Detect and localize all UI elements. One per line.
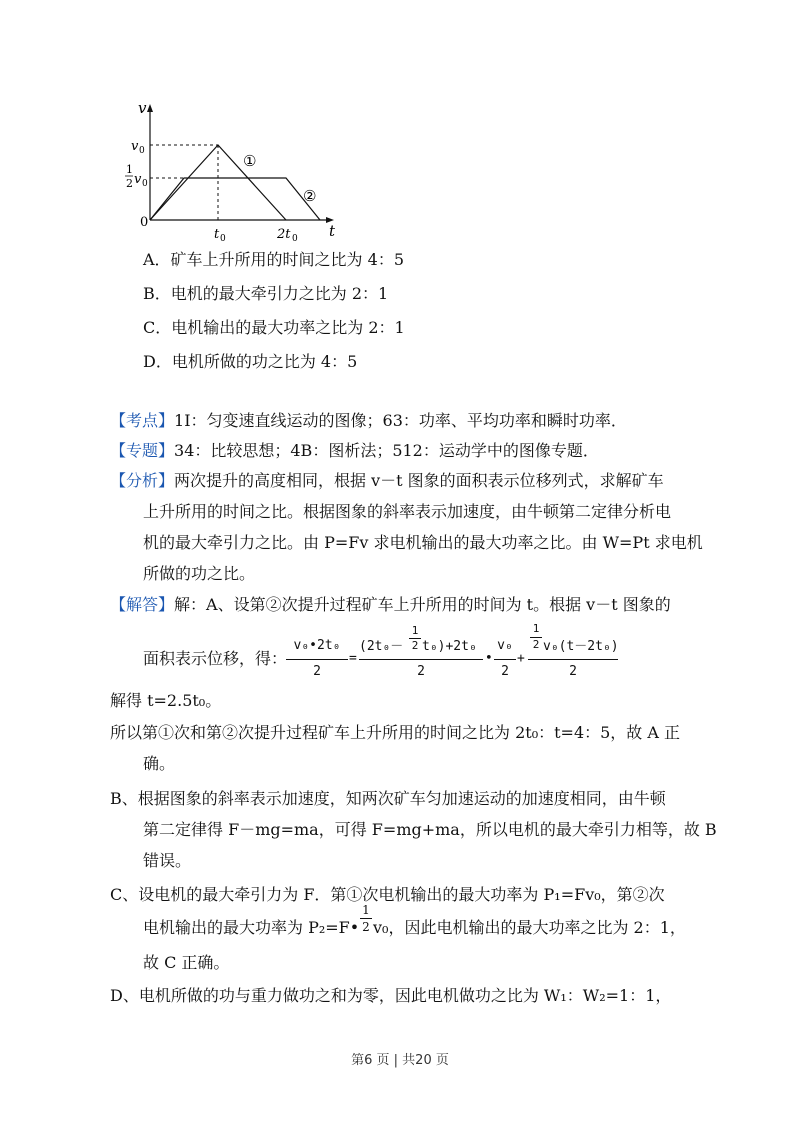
kaodian-line: [110, 410, 627, 432]
option-d: D．电机所做的功之比为 4：5: [143, 352, 358, 371]
eq-r-bar: [528, 659, 618, 660]
answer-c-line3: 故 C 正确。: [143, 953, 230, 972]
c-half-num: 1: [362, 903, 370, 917]
jieda-tag: 【解答】: [110, 595, 175, 614]
2t0-label: 2t: [277, 227, 291, 242]
answer-b-line3: 错误。: [143, 851, 192, 870]
eq-r-half-den: 2: [532, 638, 540, 651]
v0-label: v: [131, 139, 139, 154]
v0-label-sub: 0: [139, 146, 145, 156]
eq-mid-den: 2: [417, 664, 425, 679]
option-a: A．矿车上升所用的时间之比为 4：5: [143, 250, 405, 269]
t0-label: t: [214, 227, 220, 242]
eq-lhs-bar: [286, 659, 348, 660]
answer-d-line1: D、电机所做的功与重力做功之和为零，因此电机做功之比为 W₁：W₂=1：1，: [110, 986, 672, 1005]
answer-c-line1: C、设电机的最大牵引力为 F．第①次电机输出的最大功率为 P₁=Fv₀，第②次: [110, 885, 665, 904]
zhuanti-tag: 【专题】: [110, 441, 175, 460]
eq-lhs-den: 2: [313, 664, 321, 679]
zhuanti-line: [110, 440, 599, 462]
eq-mid-inner-den: 2: [411, 639, 419, 652]
half-label-num: 1: [126, 163, 133, 176]
jieda-text-1: 解：A、设第②次提升过程矿车上升所用的时间为 t。根据 v－t 图象的: [174, 595, 671, 614]
page-footer: 第6 页 | 共20 页: [351, 1053, 449, 1068]
eq-r-den: 2: [569, 664, 577, 679]
curve-2-marker: ②: [303, 187, 317, 205]
vt-graph: [125, 98, 340, 243]
eq-v0-num: v₀: [497, 638, 513, 653]
answer-c-line2b: v₀，因此电机输出的最大功率之比为 2：1，: [373, 918, 686, 937]
eq-v0-den: 2: [501, 664, 509, 679]
t-axis-label: t: [329, 222, 336, 240]
c-half-bar: [360, 918, 372, 919]
origin-label: 0: [140, 215, 149, 230]
solution-t: 解得 t=2.5t₀。: [110, 691, 222, 710]
eq-mid-inner-num: 1: [411, 624, 419, 637]
fenxi-line1: [110, 470, 664, 492]
option-c: C．电机输出的最大功率之比为 2：1: [143, 318, 405, 337]
answer-c-line2a: 电机输出的最大功率为 P₂=F•: [143, 918, 360, 937]
eq-v0-bar: [494, 659, 516, 660]
fenxi-text-1: 两次提升的高度相同，根据 v－t 图象的面积表示位移列式，求解矿车: [174, 471, 664, 490]
curve-2: [150, 178, 320, 220]
kaodian-text: 1I：匀变速直线运动的图像；63：功率、平均功率和瞬时功率．: [174, 411, 627, 430]
t0-label-sub: 0: [220, 234, 226, 243]
option-b: B．电机的最大牵引力之比为 2：1: [143, 284, 389, 303]
answer-b-line1: B、根据图象的斜率表示加速度，知两次矿车匀加速运动的加速度相同，由牛顿: [110, 789, 666, 808]
answer-a-line1: 所以第①次和第②次提升过程矿车上升所用的时间之比为 2t₀：t=4：5，故 A 正: [110, 723, 681, 742]
v-axis-arrow: [147, 104, 153, 112]
answer-a-line2: 确。: [143, 754, 176, 773]
jieda-line1: [110, 594, 671, 616]
zhuanti-text: 34：比较思想；4B：图析法；512：运动学中的图像专题．: [174, 441, 599, 460]
equation-prefix: 面积表示位移，得：: [143, 649, 288, 668]
eq-mid-bar: [359, 659, 483, 660]
fenxi-line2: 上升所用的时间之比。根据图象的斜率表示加速度，由牛顿第二定律分析电: [143, 502, 672, 521]
c-half-den: 2: [362, 920, 370, 934]
curve-1-marker: ①: [243, 152, 257, 170]
eq-equals: =: [349, 651, 357, 666]
half-label-sub: 0: [142, 179, 148, 189]
kaodian-tag: 【考点】: [110, 411, 175, 430]
eq-lhs-num: v₀•2t₀: [293, 638, 341, 653]
eq-r-num-b: v₀(t－2t₀): [543, 639, 619, 654]
eq-dot: •: [485, 651, 493, 666]
eq-plus: +: [517, 651, 525, 666]
2t0-label-sub: 0: [292, 234, 298, 243]
v-axis-label: v: [138, 99, 147, 117]
half-label-den: 2: [126, 177, 133, 190]
answer-b-line2: 第二定律得 F－mg=ma，可得 F=mg+ma，所以电机的最大牵引力相等，故 B: [143, 820, 717, 839]
eq-mid-num-b: t₀)+2t₀: [422, 639, 477, 654]
eq-mid-num-a: (2t₀－: [359, 639, 404, 654]
fenxi-tag: 【分析】: [110, 471, 175, 490]
eq-r-half-num: 1: [532, 622, 540, 635]
fenxi-line3: 机的最大牵引力之比。由 P=Fv 求电机输出的最大功率之比。由 W=Pt 求电机: [143, 533, 703, 552]
half-label-v: v: [134, 172, 142, 187]
fenxi-line4: 所做的功之比。: [143, 564, 256, 583]
